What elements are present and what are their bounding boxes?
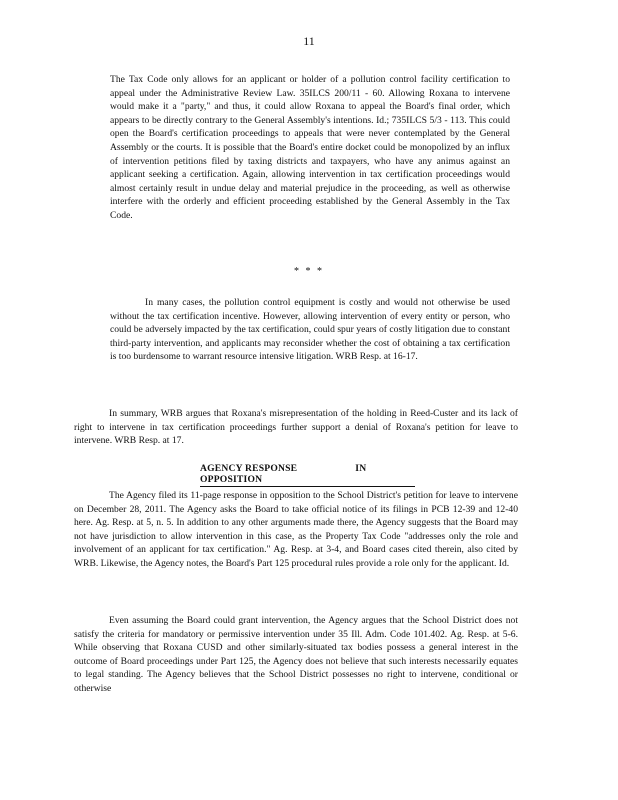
agency-paragraph-1: The Agency filed its 11-page response in opposition to the School District's petition for leave to intervene on December 28, 2011. The Agency asks the Board to take official notice of its filings in PCB 12-39 and 12-40 here. Ag. Resp. at 5, n. 5. In addition to any other arguments made there, the Agency suggests that the Board may not have jurisdiction to allow intervention in this case, as the Property Tax Code "addresses only the role and involvement of an applicant for tax certification." Ag. Resp. at 3-4, and Board cases cited therein, also cited by WRB. Likewise, the Agency notes, the Board's Part 125 procedural rules provide a role only for the applicant. Id. [74,490,518,569]
page-number: 11 [303,34,315,48]
agency-paragraph-2: Even assuming the Board could grant intervention, the Agency argues that the School District does not satisfy the criteria for mandatory or permissive intervention under 35 Ill. Adm. Code 101.402. Ag. Resp. at 5-6. While observing that Roxana CUSD and other similarly-situated tax bodies possess a general interest in the outcome of Board proceedings under Part 125, the Agency does not believe that such interests necessarily equates to legal standing. The Agency believes that the School District possesses no right to intervene, conditional or otherwise [74,615,518,694]
section-heading [200,463,415,487]
block-quote-1: The Tax Code only allows for an applicant or holder of a pollution control facility certification to appeal under the Administrative Review Law. 35ILCS 200/11 - 60. Allowing Roxana to intervene would make it a "party," and thus, it could allow Roxana to appeal the Board's final order, which appears to be directly contrary to the General Assembly's intentions. Id.; 735ILCS 5/3 - 113. This could open the Board's certification proceedings to appeals that were never contemplated by the General Assembly or the courts. It is possible that the Board's entire docket could be monopolized by an influx of intervention petitions filed by taxing districts and taxpayers, who have any animus against an applicant seeking a certification. Again, allowing intervention in tax certification proceedings would almost certainly result in undue delay and material prejudice in the proceeding, as well as otherwise interfere with the orderly and efficient proceeding established by the General Assembly in the Tax Code. [110,74,510,221]
heading-part-2: IN OPPOSITION [200,463,367,485]
block-quote-2: In many cases, the pollution control equipment is costly and would not otherwise be used without the tax certification incentive. However, allowing intervention of every entity or person, who could be adversely impacted by the tax certification, could spur years of costly litigation due to constant third-party intervention, and applicants may reconsider whether the cost of obtaining a tax certification is too burdensome to warrant resource intensive litigation. WRB Resp. at 16-17. [110,297,510,363]
heading-part-1: AGENCY RESPONSE [200,463,298,474]
summary-paragraph: In summary, WRB argues that Roxana's misrepresentation of the holding in Reed-Custer and its lack of right to intervene in tax certification proceedings further support a denial of Roxana's petition for leave to intervene. WRB Resp. at 17. [74,408,518,447]
section-break-stars: * * * [294,266,324,277]
